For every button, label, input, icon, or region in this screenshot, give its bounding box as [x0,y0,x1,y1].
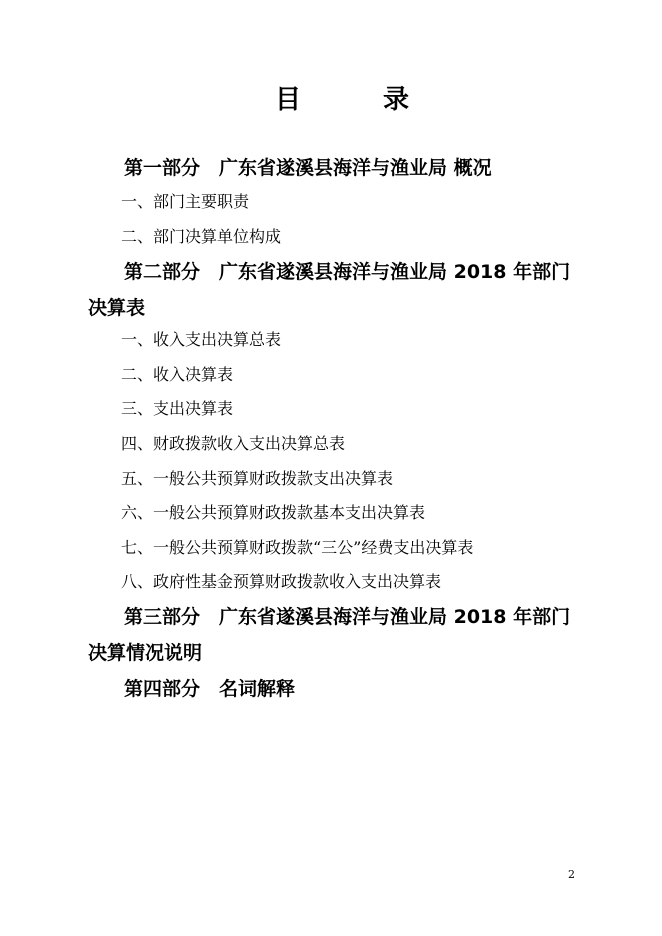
part-2-item-3: 三、支出决算表 [121,399,234,418]
page-number: 2 [568,868,575,881]
part-2-item-1: 一、收入支出决算总表 [121,330,282,349]
toc-title [0,82,662,118]
part-1-item-2: 二、部门决算单位构成 [121,227,282,246]
toc-title-char-1: 目 [275,85,302,115]
part-2-item-6: 六、一般公共预算财政拨款基本支出决算表 [121,503,426,522]
part-2-item-5: 五、一般公共预算财政拨款支出决算表 [121,469,394,488]
part-2-item-2: 二、收入决算表 [121,365,234,384]
part-2-heading: 第二部分 广东省遂溪县海洋与渔业局 2018 年部门决算表 [88,261,571,319]
part-2-item-4: 四、财政拨款收入支出决算总表 [121,434,346,453]
part-1-heading: 第一部分 广东省遂溪县海洋与渔业局 概况 [124,157,492,179]
part-4-heading: 第四部分 名词解释 [124,678,296,700]
part-3-heading: 第三部分 广东省遂溪县海洋与渔业局 2018 年部门决算情况说明 [88,606,571,664]
toc-title-char-2: 录 [383,85,410,115]
part-2-item-8: 八、政府性基金预算财政拨款收入支出决算表 [121,572,442,591]
part-2-item-7: 七、一般公共预算财政拨款“三公”经费支出决算表 [121,538,474,557]
part-1-item-1: 一、部门主要职责 [121,192,250,211]
